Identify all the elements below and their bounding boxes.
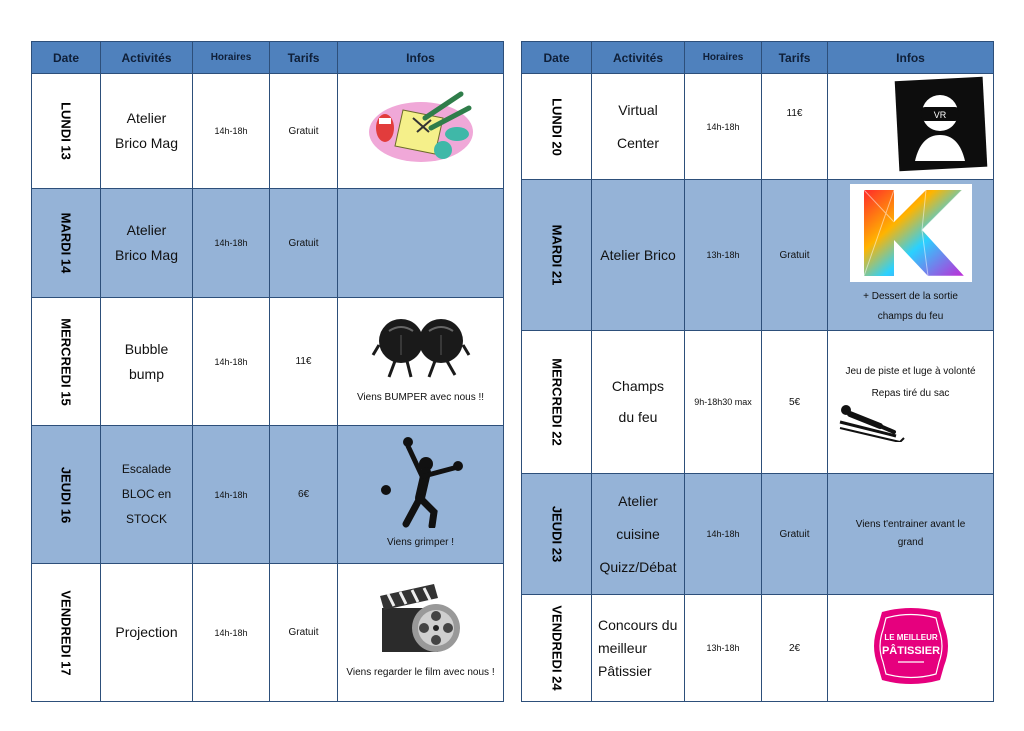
hours-cell: 14h-18h [685, 74, 762, 180]
day-label: VENDREDI 17 [58, 589, 74, 676]
activity-line: Escalade [121, 462, 172, 476]
price-cell: 11€ [762, 74, 828, 180]
hours-cell: 13h-18h [685, 180, 762, 331]
activity-line: Virtual [618, 101, 658, 118]
activity-line: Center [616, 134, 660, 151]
activity-cell [101, 74, 193, 189]
info-cell [338, 564, 504, 702]
info-text: Viens t'entrainer avant le grand [855, 519, 966, 548]
activity-cell [101, 426, 193, 564]
day-cell [32, 426, 101, 564]
day-cell [32, 564, 101, 702]
price-cell: Gratuit [270, 564, 338, 702]
price-cell: Gratuit [270, 74, 338, 189]
price-cell: 11€ [270, 298, 338, 426]
activity-cell [592, 595, 685, 702]
schedule-table-week1 [31, 41, 504, 702]
table-row [32, 564, 504, 702]
header-horaires: Horaires [193, 42, 270, 74]
day-cell [522, 474, 592, 595]
activity-cell [592, 331, 685, 474]
activity-line: cuisine [616, 525, 660, 542]
table-row [522, 474, 994, 595]
activity-line: Pâtissier [598, 662, 652, 679]
crafts-scissors-icon [365, 88, 477, 170]
hours-cell: 14h-18h [193, 298, 270, 426]
activity-line: Projection [115, 624, 178, 640]
header-tarifs: Tarifs [270, 42, 338, 74]
hours-cell: 14h-18h [193, 74, 270, 189]
table-row [522, 331, 994, 474]
vr-label: VR [933, 110, 947, 120]
info-cell [828, 474, 994, 595]
info-text: Viens grimper ! [386, 537, 455, 548]
hours-cell: 14h-18h [193, 426, 270, 564]
header-infos: Infos [828, 42, 994, 74]
day-cell [522, 74, 592, 180]
day-cell [522, 331, 592, 474]
info-cell [338, 298, 504, 426]
activity-line: bump [128, 365, 165, 382]
price-cell: 5€ [762, 331, 828, 474]
day-label: MARDI 21 [549, 224, 564, 286]
logo-line2: PÂTISSIER [881, 644, 940, 657]
info-cell [828, 180, 994, 331]
day-label: JEUDI 23 [549, 505, 564, 563]
activity-line: meilleur [598, 639, 648, 656]
info-text-secondary: Repas tiré du sac [871, 387, 950, 399]
header-horaires: Horaires [685, 42, 762, 74]
info-text: Viens regarder le film avec nous ! [346, 667, 495, 678]
activity-cell [101, 298, 193, 426]
day-label: JEUDI 16 [58, 466, 74, 523]
day-cell [522, 180, 592, 331]
day-label: VENDREDI 24 [549, 605, 564, 691]
info-cell [338, 74, 504, 189]
hours-cell: 14h-18h [685, 474, 762, 595]
price-cell: Gratuit [270, 189, 338, 298]
sled-icon [836, 402, 906, 442]
table-row [522, 74, 994, 180]
activity-line: du feu [618, 409, 658, 425]
price-cell: Gratuit [762, 180, 828, 331]
hours-cell: 14h-18h [193, 189, 270, 298]
header-tarifs: Tarifs [762, 42, 828, 74]
header-activites: Activités [592, 42, 685, 74]
day-cell [32, 189, 101, 298]
header-date: Date [522, 42, 592, 74]
activity-cell [101, 564, 193, 702]
activity-line: Atelier Brico [600, 246, 676, 263]
activity-cell [101, 189, 193, 298]
day-label: LUNDI 20 [549, 97, 564, 156]
header-infos: Infos [338, 42, 504, 74]
hours-cell: 13h-18h [685, 595, 762, 702]
bubble-bump-icon [371, 315, 471, 383]
info-cell [828, 595, 994, 702]
info-text: + Dessert de la sortie champs du feu [863, 290, 958, 322]
price-cell: 6€ [270, 426, 338, 564]
day-cell [32, 74, 101, 189]
activity-cell [592, 180, 685, 331]
table-row [32, 426, 504, 564]
day-cell [32, 298, 101, 426]
activity-line: STOCK [125, 512, 168, 526]
info-cell [338, 189, 504, 298]
day-label: MERCREDI 15 [58, 317, 74, 406]
price-cell: 2€ [762, 595, 828, 702]
letter-k-mosaic-icon [850, 184, 972, 282]
activity-cell [592, 474, 685, 595]
climber-icon [376, 436, 466, 528]
activity-line: Concours du [598, 616, 678, 633]
activity-line: Atelier [126, 222, 167, 238]
film-clapper-icon [378, 582, 464, 658]
activity-line: Brico Mag [114, 247, 179, 263]
activity-line: Atelier [618, 492, 658, 509]
activity-line: Brico Mag [114, 135, 179, 151]
header-activites: Activités [101, 42, 193, 74]
info-cell [828, 74, 994, 180]
le-meilleur-patissier-logo [868, 606, 954, 686]
day-cell [522, 595, 592, 702]
activity-cell [592, 74, 685, 180]
hours-cell: 14h-18h [193, 564, 270, 702]
activity-line: Champs [611, 378, 665, 394]
table-row [522, 595, 994, 702]
info-text: Jeu de piste et luge à volonté [845, 365, 976, 377]
table-row [32, 298, 504, 426]
activity-line: Bubble [124, 340, 169, 357]
table-row [522, 180, 994, 331]
info-text: Viens BUMPER avec nous !! [356, 392, 485, 403]
table-row [32, 74, 504, 189]
day-label: MERCREDI 22 [549, 358, 564, 446]
day-label: MARDI 14 [58, 212, 74, 274]
activity-line: Quizz/Débat [599, 558, 677, 575]
schedule-table-week2 [521, 41, 994, 702]
header-date: Date [32, 42, 101, 74]
info-cell [338, 426, 504, 564]
activity-line: Atelier [126, 110, 167, 126]
logo-line1: LE MEILLEUR [883, 632, 938, 642]
table-row [32, 189, 504, 298]
vr-headset-icon [891, 75, 989, 173]
activity-line: BLOC en [121, 487, 172, 501]
day-label: LUNDI 13 [58, 102, 74, 160]
price-cell: Gratuit [762, 474, 828, 595]
info-cell [828, 331, 994, 474]
hours-cell: 9h-18h30 max [685, 331, 762, 474]
